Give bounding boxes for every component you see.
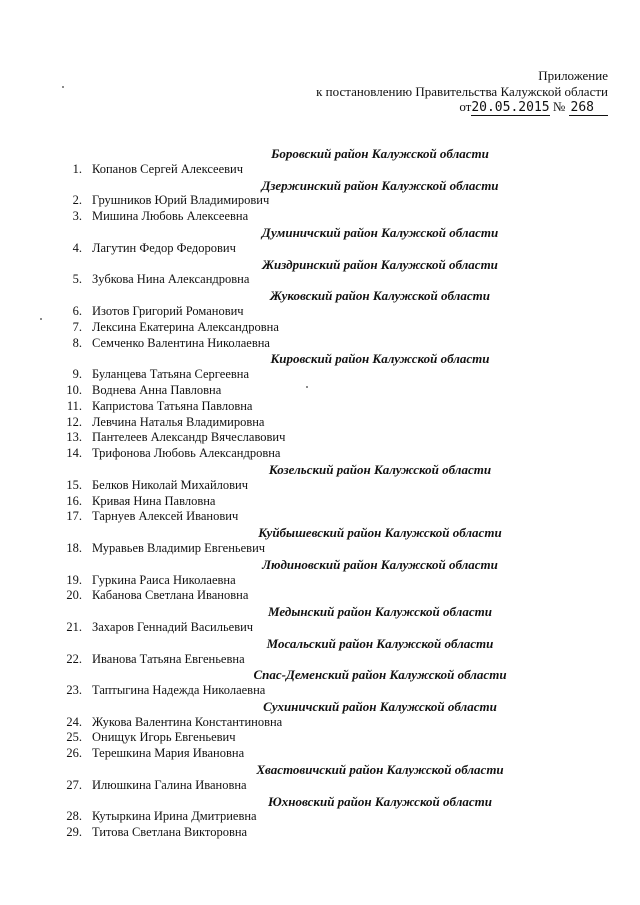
list-item [40,541,600,557]
item-number: 3. [72,209,82,224]
resolution-number: 268 [569,100,608,116]
item-number: 10. [66,382,82,397]
item-number: 12. [66,414,82,429]
person-name: Грушников Юрий Владимирович [92,193,270,208]
person-name: Муравьев Владимир Евгеньевич [92,540,266,555]
person-name: Воднева Анна Павловна [92,382,222,397]
item-number: 28. [66,809,82,824]
district-heading: Хвастовичский район Калужской области [256,762,504,778]
list-item [40,367,600,383]
list-item [40,573,600,589]
from-label: от [459,99,472,114]
person-name: Семченко Валентина Николаевна [92,335,270,350]
list-item [40,825,600,841]
resolution-date-number [316,99,608,116]
list-item [40,336,600,352]
list-item [40,304,600,320]
list-item [40,509,600,525]
item-number: 1. [72,161,82,176]
item-number: 14. [66,446,82,461]
item-number: 9. [72,367,82,382]
list-item [40,478,600,494]
item-number: 24. [66,714,82,729]
item-number: 11. [66,398,82,413]
list-item [40,652,600,668]
person-name: Пантелеев Александр Вячеславович [92,430,286,445]
item-number: 25. [66,730,82,745]
person-name: Захаров Геннадий Васильевич [92,619,254,634]
district-heading: Мосальский район Калужской области [266,635,494,651]
list-item [40,209,600,225]
district-heading: Сухиничский район Калужской области [263,698,497,714]
person-name: Кривая Нина Павловна [92,493,216,508]
item-number: 16. [66,493,82,508]
district-heading: Медынский район Калужской области [268,604,492,620]
item-number: 8. [72,335,82,350]
item-number: 13. [66,430,82,445]
person-name: Илюшкина Галина Ивановна [92,777,247,792]
list-item [40,588,600,604]
list-item [40,778,600,794]
district-heading: Дзержинский район Калужской области [261,177,499,193]
item-number: 2. [72,193,82,208]
list-item [40,730,600,746]
resolution-date: 20.05.2015 [471,100,550,115]
awardee-list [40,146,600,841]
district-heading: Куйбышевский район Калужской области [258,525,502,541]
item-number: 6. [72,303,82,318]
item-number: 17. [66,509,82,524]
list-item [40,241,600,257]
item-number: 4. [72,240,82,255]
person-name: Жукова Валентина Константиновна [92,714,283,729]
list-item [40,715,600,731]
list-item [40,446,600,462]
list-item [40,809,600,825]
person-name: Капристова Татьяна Павловна [92,398,253,413]
district-heading: Жиздринский район Калужской области [262,256,498,272]
list-item [40,620,600,636]
item-number: 15. [66,477,82,492]
list-item [40,415,600,431]
district-heading: Кировский район Калужской области [270,351,490,367]
district-heading: Боровский район Калужской области [271,146,489,161]
item-number: 19. [66,572,82,587]
scan-speck [62,86,64,88]
person-name: Тарнуев Алексей Иванович [92,509,239,524]
district-heading: Козельский район Калужской области [268,461,492,477]
list-item [40,399,600,415]
item-number: 5. [72,272,82,287]
appendix-header [316,68,608,116]
list-item [40,162,600,178]
person-name: Мишина Любовь Алексеевна [92,209,249,224]
district-heading: Думиничский район Калужской области [261,224,499,240]
resolution-reference: к постановлению Правительства Калужской области [316,83,608,99]
person-name: Левчина Наталья Владимировна [92,414,265,429]
district-heading: Людиновский район Калужской области [262,556,498,572]
district-heading: Спас-Деменский район Калужской области [253,667,507,683]
person-name: Трифонова Любовь Александровна [92,446,281,461]
number-label: № [552,99,566,114]
list-item [40,430,600,446]
list-item [40,272,600,288]
item-number: 21. [66,619,82,634]
item-number: 20. [66,588,82,603]
person-name: Лагутин Федор Федорович [92,240,236,255]
person-name: Гуркина Раиса Николаевна [92,572,236,587]
list-item [40,320,600,336]
list-item [40,193,600,209]
person-name: Титова Светлана Викторовна [92,825,248,840]
item-number: 27. [66,777,82,792]
person-name: Зубкова Нина Александровна [92,272,250,287]
person-name: Таптыгина Надежда Николаевна [92,683,266,698]
person-name: Кутыркина Ирина Дмитриевна [92,809,257,824]
item-number: 7. [72,319,82,334]
item-number: 26. [66,746,82,761]
appendix-title: Приложение [538,68,608,83]
person-name: Лексина Екатерина Александровна [92,319,279,334]
list-item [40,383,600,399]
list-item [40,494,600,510]
person-name: Копанов Сергей Алексеевич [92,161,244,176]
item-number: 22. [66,651,82,666]
person-name: Терешкина Мария Ивановна [92,746,245,761]
list-item [40,683,600,699]
item-number: 29. [66,825,82,840]
person-name: Изотов Григорий Романович [92,303,244,318]
district-heading: Жуковский район Калужской области [270,288,490,304]
list-item [40,746,600,762]
person-name: Онищук Игорь Евгеньевич [92,730,236,745]
item-number: 18. [66,540,82,555]
person-name: Белков Николай Михайлович [92,477,249,492]
person-name: Иванова Татьяна Евгеньевна [92,651,245,666]
person-name: Кабанова Светлана Ивановна [92,588,249,603]
person-name: Буланцева Татьяна Сергеевна [92,367,250,382]
item-number: 23. [66,683,82,698]
district-heading: Юхновский район Калужской области [268,793,492,809]
